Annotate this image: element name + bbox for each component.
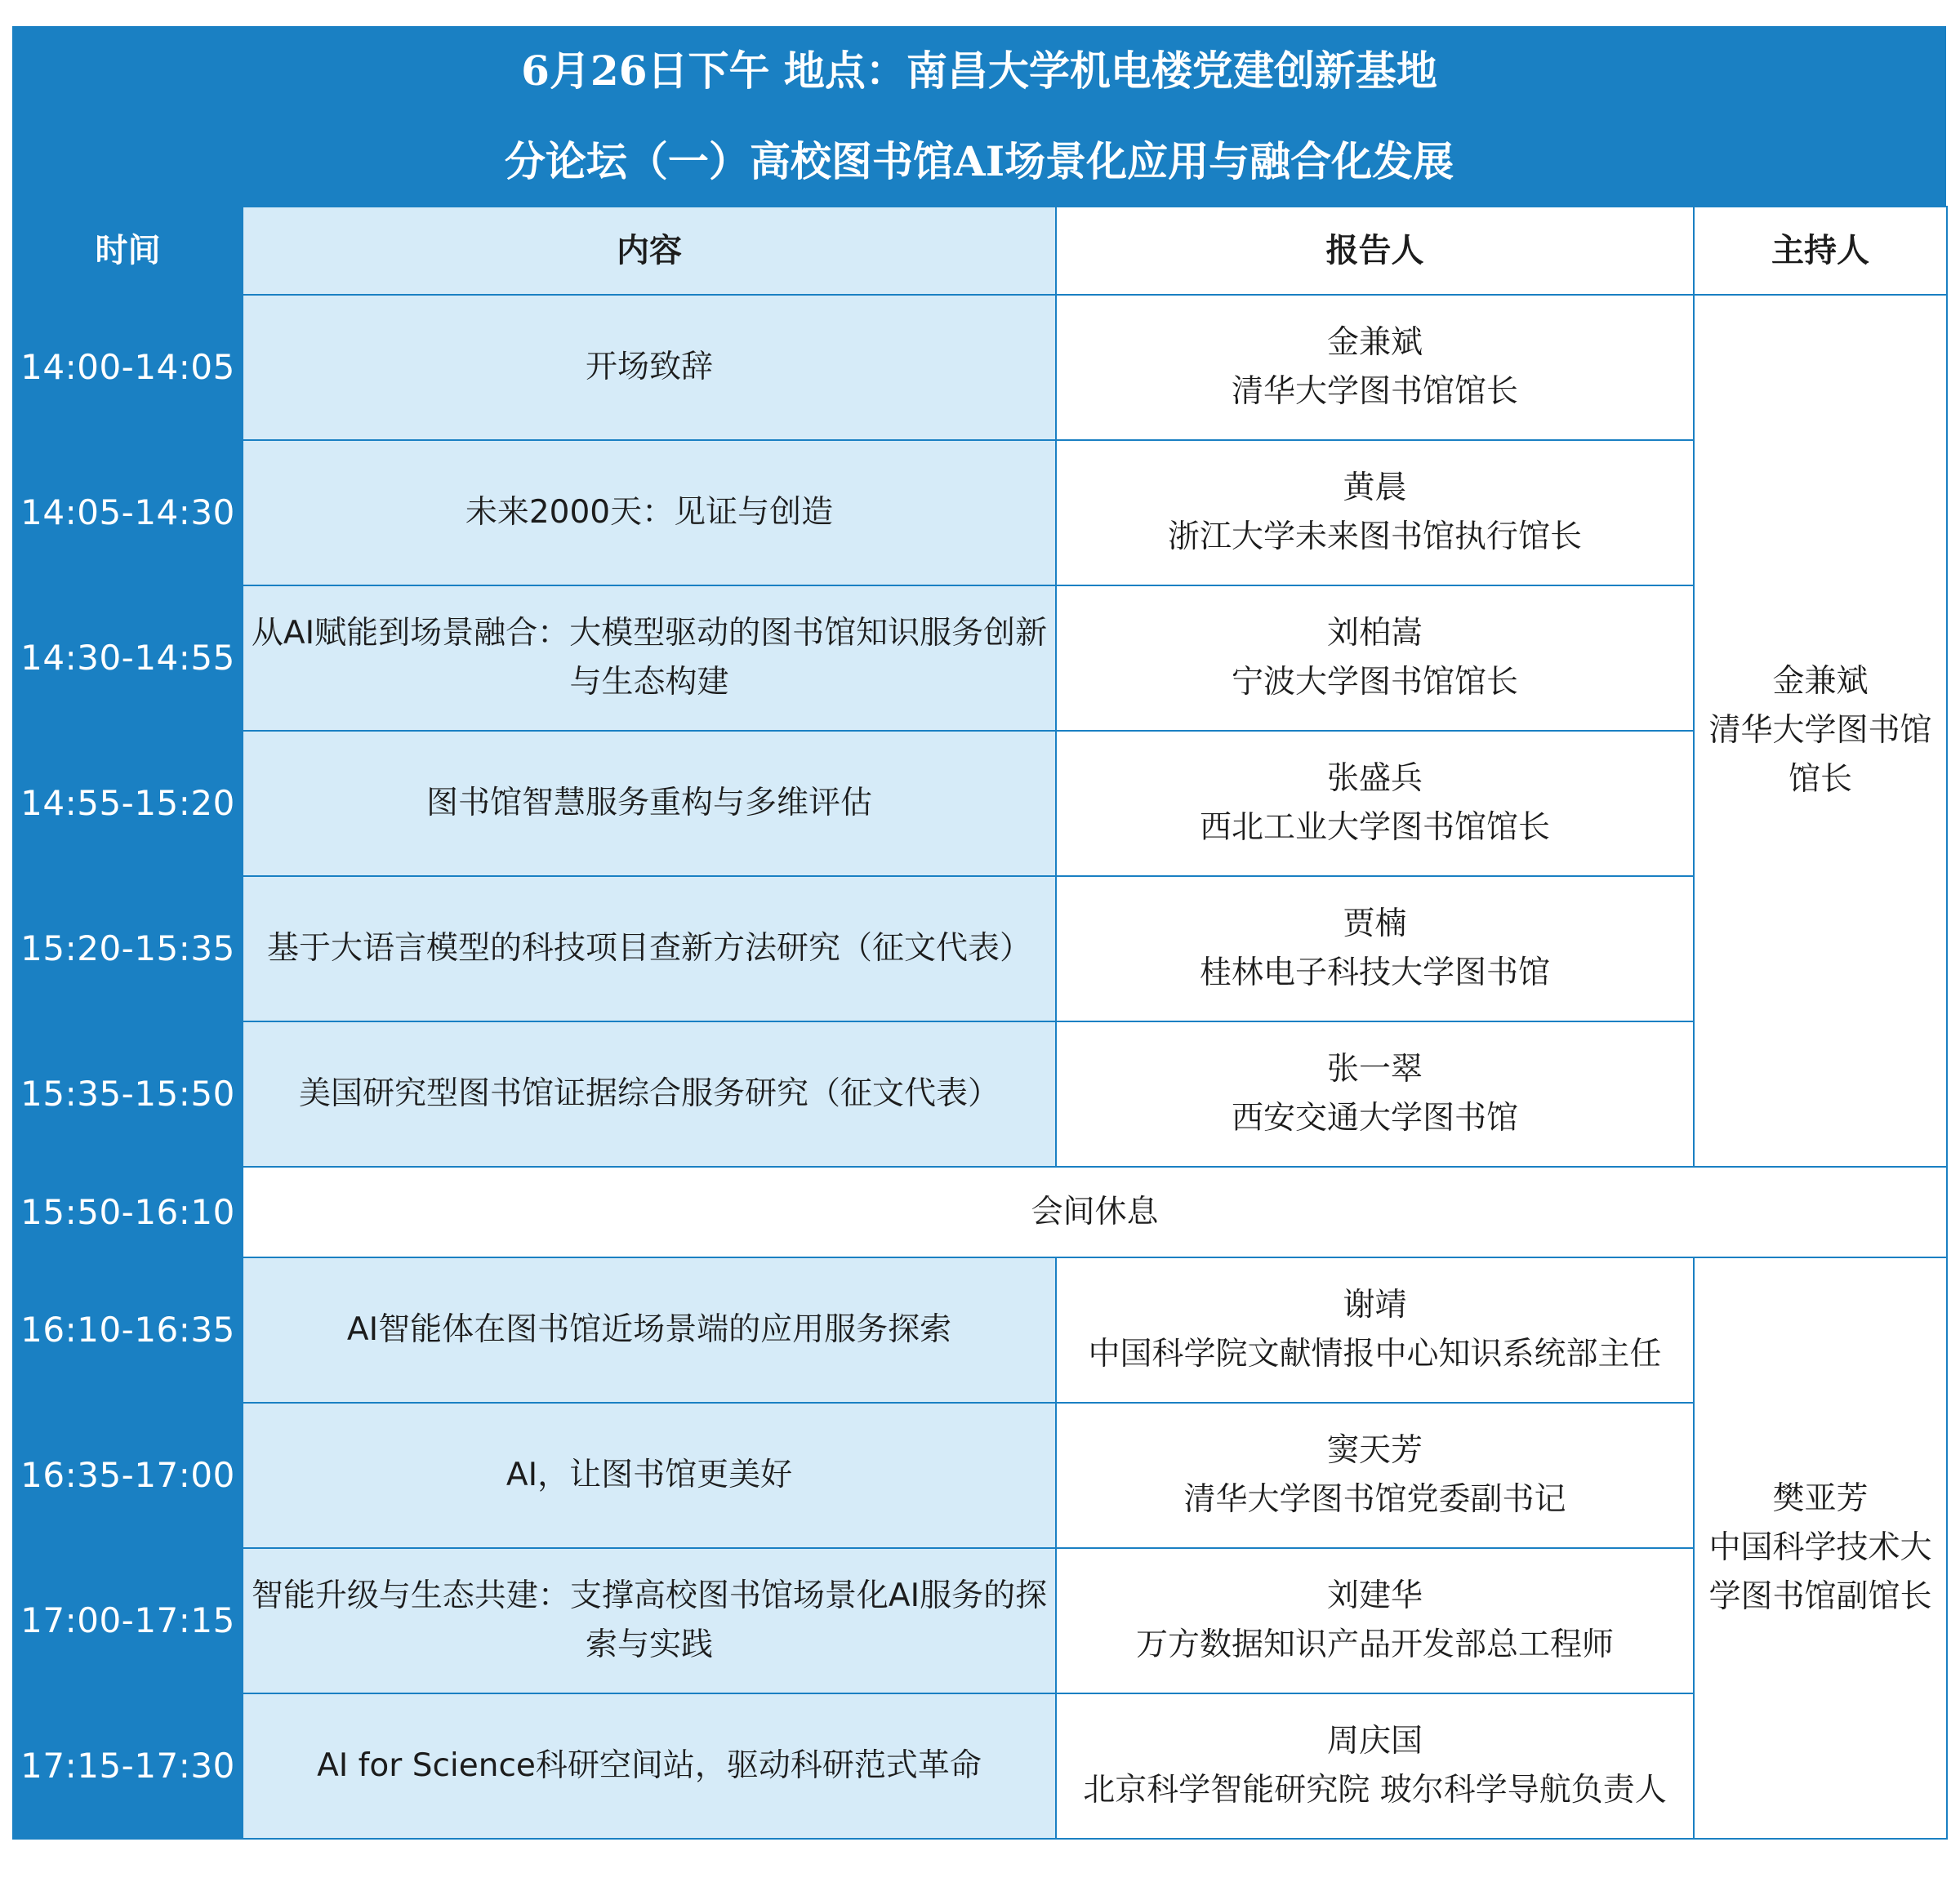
host-name: 金兼斌 bbox=[1772, 663, 1869, 700]
speaker-name: 刘柏嵩 bbox=[1326, 615, 1423, 652]
agenda-table bbox=[12, 206, 1948, 1840]
speaker-title: 桂林电子科技大学图书馆 bbox=[1199, 954, 1550, 991]
speaker-name: 谢靖 bbox=[1343, 1287, 1407, 1324]
session-topic: 图书馆智慧服务重构与多维评估 bbox=[243, 731, 1056, 876]
session-topic: AI智能体在图书馆近场景端的应用服务探索 bbox=[243, 1257, 1056, 1403]
session-time: 14:30-14:55 bbox=[13, 585, 243, 731]
session-topic: 智能升级与生态共建：支撑高校图书馆场景化AI服务的探索与实践 bbox=[243, 1548, 1056, 1693]
column-header-speaker: 报告人 bbox=[1056, 207, 1694, 295]
speaker-title: 北京科学智能研究院 玻尔科学导航负责人 bbox=[1083, 1772, 1667, 1809]
session-time: 17:00-17:15 bbox=[13, 1548, 243, 1693]
speaker-title: 清华大学图书馆党委副书记 bbox=[1183, 1481, 1566, 1518]
table-row bbox=[13, 876, 1947, 1021]
speaker-cell bbox=[1056, 1548, 1694, 1693]
table-row bbox=[13, 440, 1947, 585]
speaker-name: 张盛兵 bbox=[1326, 760, 1423, 797]
speaker-cell bbox=[1056, 1403, 1694, 1548]
session-topic: 开场致辞 bbox=[243, 295, 1056, 440]
session-topic: 基于大语言模型的科技项目查新方法研究（征文代表） bbox=[243, 876, 1056, 1021]
session-time: 17:15-17:30 bbox=[13, 1693, 243, 1839]
session-topic: 未来2000天：见证与创造 bbox=[243, 440, 1056, 585]
speaker-cell bbox=[1056, 585, 1694, 731]
session-topic: AI，让图书馆更美好 bbox=[243, 1403, 1056, 1548]
column-header-time: 时间 bbox=[13, 207, 243, 295]
speaker-name: 黄晨 bbox=[1343, 469, 1407, 506]
speaker-name: 刘建华 bbox=[1326, 1577, 1423, 1614]
column-header-content: 内容 bbox=[243, 207, 1056, 295]
speaker-cell bbox=[1056, 295, 1694, 440]
host-cell-1 bbox=[1694, 295, 1947, 1167]
speaker-name: 金兼斌 bbox=[1326, 324, 1423, 361]
table-row bbox=[13, 1548, 1947, 1693]
speaker-title: 西北工业大学图书馆馆长 bbox=[1199, 809, 1550, 846]
session-time: 14:05-14:30 bbox=[13, 440, 243, 585]
speaker-cell bbox=[1056, 440, 1694, 585]
speaker-name: 周庆国 bbox=[1326, 1723, 1423, 1760]
session-topic: AI for Science科研空间站，驱动科研范式革命 bbox=[243, 1693, 1056, 1839]
break-row bbox=[13, 1167, 1947, 1257]
session-time: 14:00-14:05 bbox=[13, 295, 243, 440]
session-time: 14:55-15:20 bbox=[13, 731, 243, 876]
session-time: 15:35-15:50 bbox=[13, 1021, 243, 1167]
speaker-title: 宁波大学图书馆馆长 bbox=[1231, 664, 1518, 701]
session-time: 16:10-16:35 bbox=[13, 1257, 243, 1403]
table-row bbox=[13, 1693, 1947, 1839]
forum-title: 分论坛（一）高校图书馆AI场景化应用与融合化发展 bbox=[504, 137, 1454, 185]
column-header-host: 主持人 bbox=[1694, 207, 1947, 295]
table-row bbox=[13, 731, 1947, 876]
speaker-title: 中国科学院文献情报中心知识系统部主任 bbox=[1088, 1336, 1662, 1373]
speaker-title: 浙江大学未来图书馆执行馆长 bbox=[1167, 518, 1582, 555]
speaker-name: 贾楠 bbox=[1343, 905, 1407, 942]
speaker-cell bbox=[1056, 731, 1694, 876]
table-row bbox=[13, 1021, 1947, 1167]
break-label: 会间休息 bbox=[243, 1167, 1947, 1257]
host-cell-2 bbox=[1694, 1257, 1947, 1839]
table-row bbox=[13, 585, 1947, 731]
host-title: 清华大学图书馆馆长 bbox=[1708, 712, 1932, 798]
table-row bbox=[13, 295, 1947, 440]
table-row bbox=[13, 1257, 1947, 1403]
table-row bbox=[13, 1403, 1947, 1548]
speaker-cell bbox=[1056, 1257, 1694, 1403]
session-time: 16:35-17:00 bbox=[13, 1403, 243, 1548]
speaker-cell bbox=[1056, 1693, 1694, 1839]
speaker-title: 西安交通大学图书馆 bbox=[1231, 1100, 1518, 1137]
host-name: 樊亚芳 bbox=[1772, 1480, 1869, 1517]
speaker-cell bbox=[1056, 1021, 1694, 1167]
speaker-title: 清华大学图书馆馆长 bbox=[1231, 373, 1518, 410]
agenda-sheet bbox=[12, 26, 1946, 1871]
table-header-row bbox=[13, 207, 1947, 295]
session-date-location: 6月26日下午 地点：南昌大学机电楼党建创新基地 bbox=[521, 47, 1437, 95]
speaker-title: 万方数据知识产品开发部总工程师 bbox=[1135, 1626, 1614, 1663]
session-time: 15:20-15:35 bbox=[13, 876, 243, 1021]
session-topic: 从AI赋能到场景融合：大模型驱动的图书馆知识服务创新与生态构建 bbox=[243, 585, 1056, 731]
agenda-banner bbox=[12, 26, 1946, 206]
host-title: 中国科学技术大学图书馆副馆长 bbox=[1708, 1529, 1932, 1615]
speaker-cell bbox=[1056, 876, 1694, 1021]
speaker-name: 张一翠 bbox=[1326, 1051, 1423, 1088]
speaker-name: 窦天芳 bbox=[1326, 1432, 1423, 1469]
session-topic: 美国研究型图书馆证据综合服务研究（征文代表） bbox=[243, 1021, 1056, 1167]
session-time: 15:50-16:10 bbox=[13, 1167, 243, 1257]
